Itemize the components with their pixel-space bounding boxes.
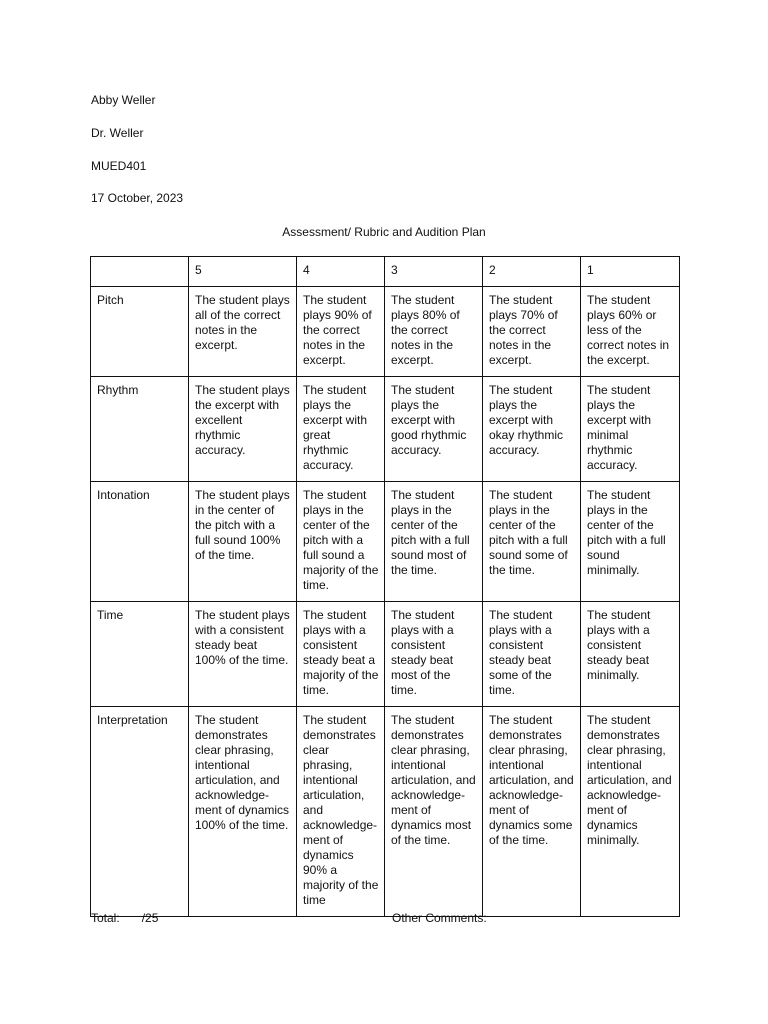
category-label: Intonation [91, 482, 189, 602]
table-row-interpretation [91, 707, 680, 917]
table-row-time [91, 602, 680, 707]
rubric-cell: The student demonstrates clear phrasing, intentional articulation, and acknowledge-ment of dynamics 100% of the time. [189, 707, 297, 917]
rubric-cell: The student plays with a consistent steady beat most of the time. [385, 602, 483, 707]
total-label: Total: [91, 911, 120, 925]
header-cell-score-4: 4 [297, 257, 385, 287]
rubric-cell: The student plays in the center of the pitch with a full sound 100% of the time. [189, 482, 297, 602]
rubric-cell: The student plays the excerpt with excellent rhythmic accuracy. [189, 377, 297, 482]
rubric-cell: The student plays in the center of the pitch with a full sound some of the time. [483, 482, 581, 602]
table-header-row [91, 257, 680, 287]
category-label: Interpretation [91, 707, 189, 917]
total-score [91, 911, 158, 926]
rubric-cell: The student plays 60% or less of the correct notes in the excerpt. [581, 287, 680, 377]
category-label: Pitch [91, 287, 189, 377]
category-label: Rhythm [91, 377, 189, 482]
total-out-of: /25 [141, 911, 159, 925]
rubric-cell: The student plays with a consistent steady beat some of the time. [483, 602, 581, 707]
table-row-rhythm [91, 377, 680, 482]
rubric-cell: The student plays with a consistent steady beat a majority of the time. [297, 602, 385, 707]
page-title: Assessment/ Rubric and Audition Plan [282, 225, 486, 239]
rubric-cell: The student demonstrates clear phrasing, intentional articulation, and acknowledge-ment of dynamics minimally. [581, 707, 680, 917]
header-cell-score-3: 3 [385, 257, 483, 287]
rubric-cell: The student plays 70% of the correct notes in the excerpt. [483, 287, 581, 377]
rubric-cell: The student plays all of the correct notes in the excerpt. [189, 287, 297, 377]
header-cell [91, 257, 189, 287]
rubric-table [90, 256, 680, 917]
header-cell-score-2: 2 [483, 257, 581, 287]
rubric-cell: The student plays 90% of the correct notes in the excerpt. [297, 287, 385, 377]
rubric-cell: The student plays the excerpt with good rhythmic accuracy. [385, 377, 483, 482]
rubric-cell: The student plays in the center of the pitch with a full sound most of the time. [385, 482, 483, 602]
table-row-pitch [91, 287, 680, 377]
category-label: Time [91, 602, 189, 707]
table-row-intonation [91, 482, 680, 602]
header-cell-score-5: 5 [189, 257, 297, 287]
course-code: MUED401 [91, 159, 147, 173]
rubric-cell: The student plays in the center of the pitch with a full sound minimally. [581, 482, 680, 602]
rubric-cell: The student plays with a consistent steady beat 100% of the time. [189, 602, 297, 707]
rubric-cell: The student demonstrates clear phrasing, intentional articulation, and acknowledge-ment of dynamics 90% a majority of the time [297, 707, 385, 917]
document-date: 17 October, 2023 [91, 191, 184, 205]
rubric-cell: The student demonstrates clear phrasing, intentional articulation, and acknowledge-ment of dynamics most of the time. [385, 707, 483, 917]
rubric-cell: The student plays in the center of the pitch with a full sound a majority of the time. [297, 482, 385, 602]
rubric-cell: The student plays the excerpt with okay rhythmic accuracy. [483, 377, 581, 482]
header-cell-score-1: 1 [581, 257, 680, 287]
student-name: Abby Weller [91, 93, 156, 107]
rubric-cell: The student plays the excerpt with great rhythmic accuracy. [297, 377, 385, 482]
instructor-name: Dr. Weller [91, 126, 144, 140]
rubric-cell: The student demonstrates clear phrasing, intentional articulation, and acknowledge-ment of dynamics some of the time. [483, 707, 581, 917]
other-comments-label: Other Comments: [392, 911, 487, 925]
rubric-cell: The student plays the excerpt with minimal rhythmic accuracy. [581, 377, 680, 482]
rubric-cell: The student plays with a consistent steady beat minimally. [581, 602, 680, 707]
rubric-cell: The student plays 80% of the correct notes in the excerpt. [385, 287, 483, 377]
